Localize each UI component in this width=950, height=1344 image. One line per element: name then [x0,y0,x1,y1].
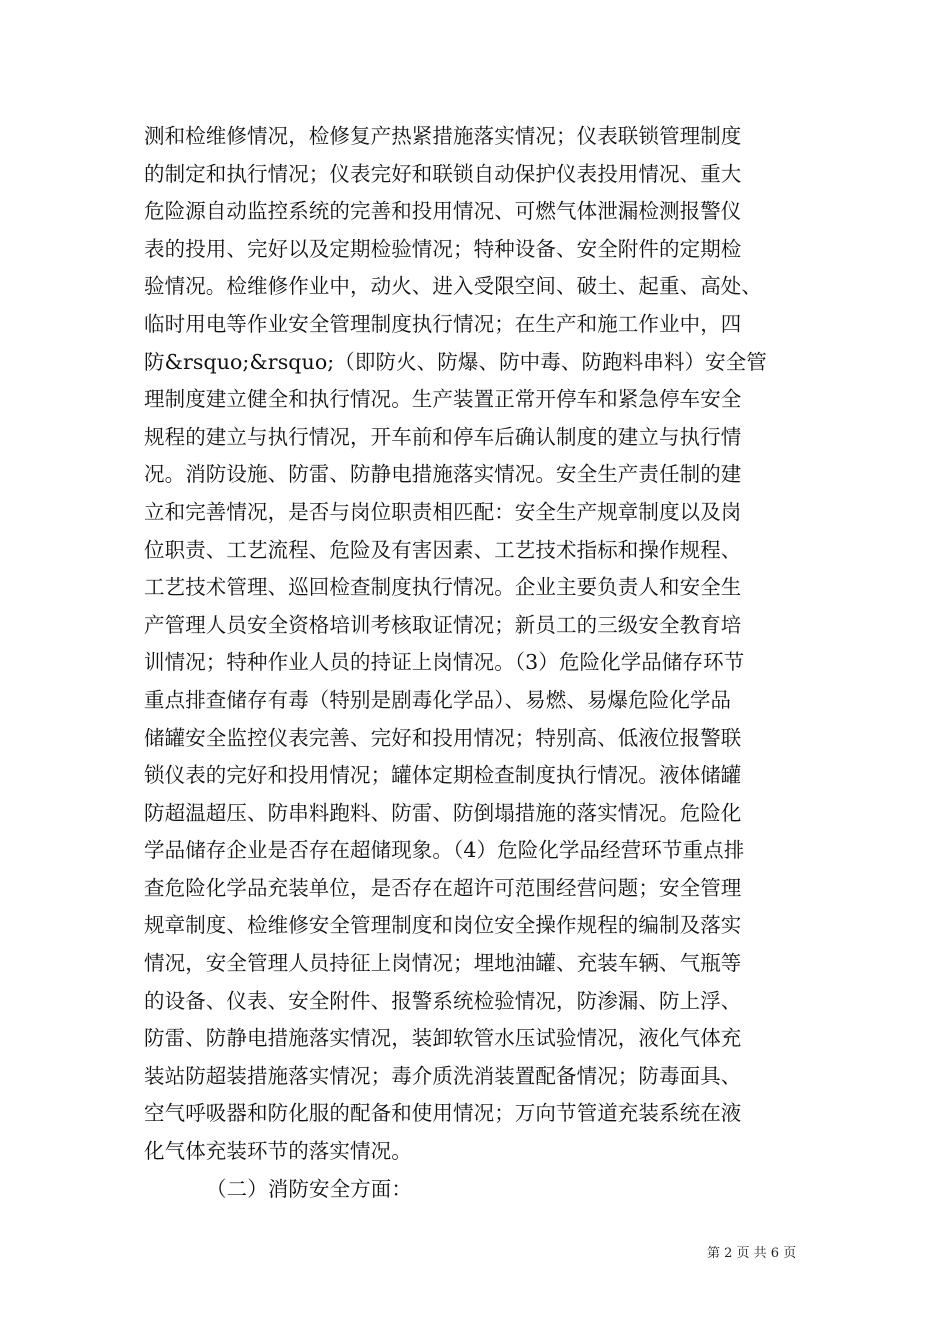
text-line: 理制度建立健全和执行情况。生产装置正常开停车和紧急停车安全 [144,387,742,412]
text-line: 测和检维修情况，检修复产热紧措施落实情况；仪表联锁管理制度 [144,124,742,148]
text-line: 训情况；特种作业人员的持证上岗情况。（3）危险化学品储存环节 [144,650,745,675]
text-line: 规章制度、检维修安全管理制度和岗位安全操作规程的编制及落实 [144,913,742,938]
text-line: 化气体充装环节的落实情况。 [144,1139,412,1164]
text-line: 防雷、防静电措施落实情况，装卸软管水压试验情况，液化气体充 [144,1026,742,1051]
text-line: 重点排查储存有毒（特别是剧毒化学品）、易燃、易爆危险化学品 [144,687,732,712]
text-line: 规程的建立与执行情况，开车前和停车后确认制度的建立与执行情 [144,424,742,449]
page-number-footer: 第 2 页 共 6 页 [707,1246,797,1261]
text-line: 的制定和执行情况；仪表完好和联锁自动保护仪表投用情况、重大 [144,161,742,186]
text-line: 立和完善情况，是否与岗位职责相匹配：安全生产规章制度以及岗 [144,499,742,524]
text-line: 学品储存企业是否存在超储现象。（4）危险化学品经营环节重点排 [144,838,745,863]
text-line: 装站防超装措施落实情况；毒介质洗消装置配备情况；防毒面具、 [144,1063,742,1088]
text-line: 防超温超压、防串料跑料、防雷、防倒塌措施的落实情况。危险化 [144,800,742,825]
text-line: 锁仪表的完好和投用情况；罐体定期检查制度执行情况。液体储罐 [144,763,742,788]
text-line: 的设备、仪表、安全附件、报警系统检验情况，防渗漏、防上浮、 [144,988,742,1013]
text-line: 产管理人员安全资格培训考核取证情况；新员工的三级安全教育培 [144,612,742,637]
text-line: 储罐安全监控仪表完善、完好和投用情况；特别高、低液位报警联 [144,725,742,750]
text-line: 查危险化学品充装单位，是否存在超许可范围经营问题；安全管理 [144,875,742,900]
section-heading: （二）消防安全方面： [206,1176,412,1201]
text-line: 危险源自动监控系统的完善和投用情况、可燃气体泄漏检测报警仪 [144,199,742,224]
text-line: 空气呼吸器和防化服的配备和使用情况；万向节管道充装系统在液 [144,1101,742,1126]
text-line: 临时用电等作业安全管理制度执行情况；在生产和施工作业中，四 [144,311,742,336]
text-line: 工艺技术管理、巡回检查制度执行情况。企业主要负责人和安全生 [144,575,742,600]
text-line: 表的投用、完好以及定期检验情况；特种设备、安全附件的定期检 [144,236,742,261]
text-line: 情况，安全管理人员持征上岗情况；埋地油罐、充装车辆、气瓶等 [144,951,742,976]
body-text [144,118,830,1208]
text-line: 况。消防设施、防雷、防静电措施落实情况。安全生产责任制的建 [144,462,742,487]
text-line: 位职责、工艺流程、危险及有害因素、工艺技术指标和操作规程、 [144,537,742,562]
text-line: 防&rsquo;&rsquo;（即防火、防爆、防中毒、防跑料串料）安全管 [144,349,767,374]
text-line: 验情况。检维修作业中，动火、进入受限空间、破土、起重、高处、 [144,274,762,299]
